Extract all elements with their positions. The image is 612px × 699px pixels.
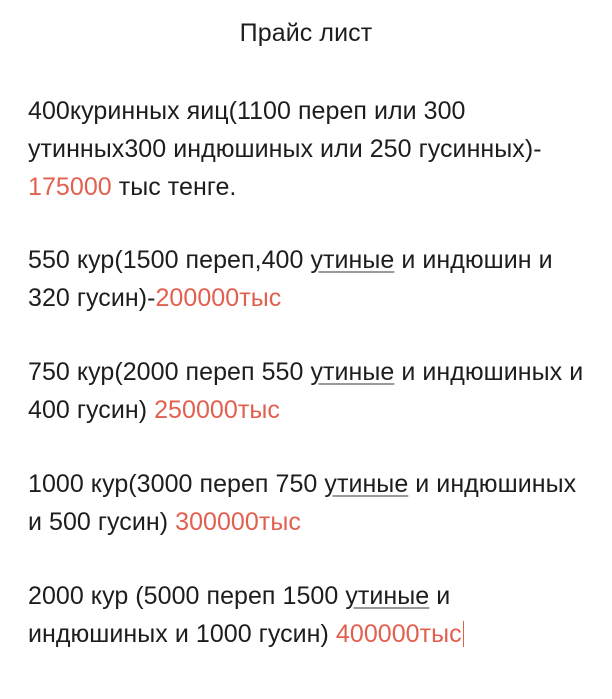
entry-4-description-mid: и индюшиных и 500 гусин) [28, 470, 577, 536]
entry-5-description-mid: и индюшиных и 1000 гусин) [28, 582, 451, 648]
entry-1-price: 175000 [28, 173, 112, 201]
text-cursor [463, 621, 464, 647]
price-entry-5 [28, 577, 584, 653]
entry-2-description-mid: и индюшин и 320 гусин)- [28, 246, 553, 312]
entry-4-underlined-word: утиные [324, 470, 409, 498]
entry-5-description-before: 2000 кур (5000 переп 1500 [28, 582, 346, 610]
entry-3-price: 250000тыс [154, 396, 280, 424]
entry-1-description-after: тыс тенге. [111, 173, 237, 201]
entry-5-underlined-word: утиные [345, 582, 430, 610]
entry-2-price: 200000тыс [155, 284, 282, 312]
entry-1-description-before: 400куринных яиц(1100 переп или 300 утинных300 индюшиных или 250 гусинных)- [28, 97, 542, 163]
entry-4-description-before: 1000 кур(3000 переп 750 [28, 470, 325, 498]
entry-2-description-before: 550 кур(1500 переп,400 [28, 246, 311, 274]
price-entry-4 [28, 465, 584, 541]
entry-3-description-before: 750 кур(2000 переп 550 [28, 358, 311, 386]
price-entry-3 [28, 353, 584, 429]
entry-4-price: 300000тыс [175, 508, 301, 536]
entry-2-underlined-word: утиные [310, 246, 395, 274]
page-title: Прайс лист [239, 19, 373, 47]
price-entry-2 [28, 241, 584, 317]
price-entry-1 [28, 92, 584, 206]
entry-3-description-mid: и индюшиных и 400 гусин) [28, 358, 584, 424]
entry-3-underlined-word: утиные [310, 358, 395, 386]
entry-5-price: 400000тыс [335, 620, 462, 648]
